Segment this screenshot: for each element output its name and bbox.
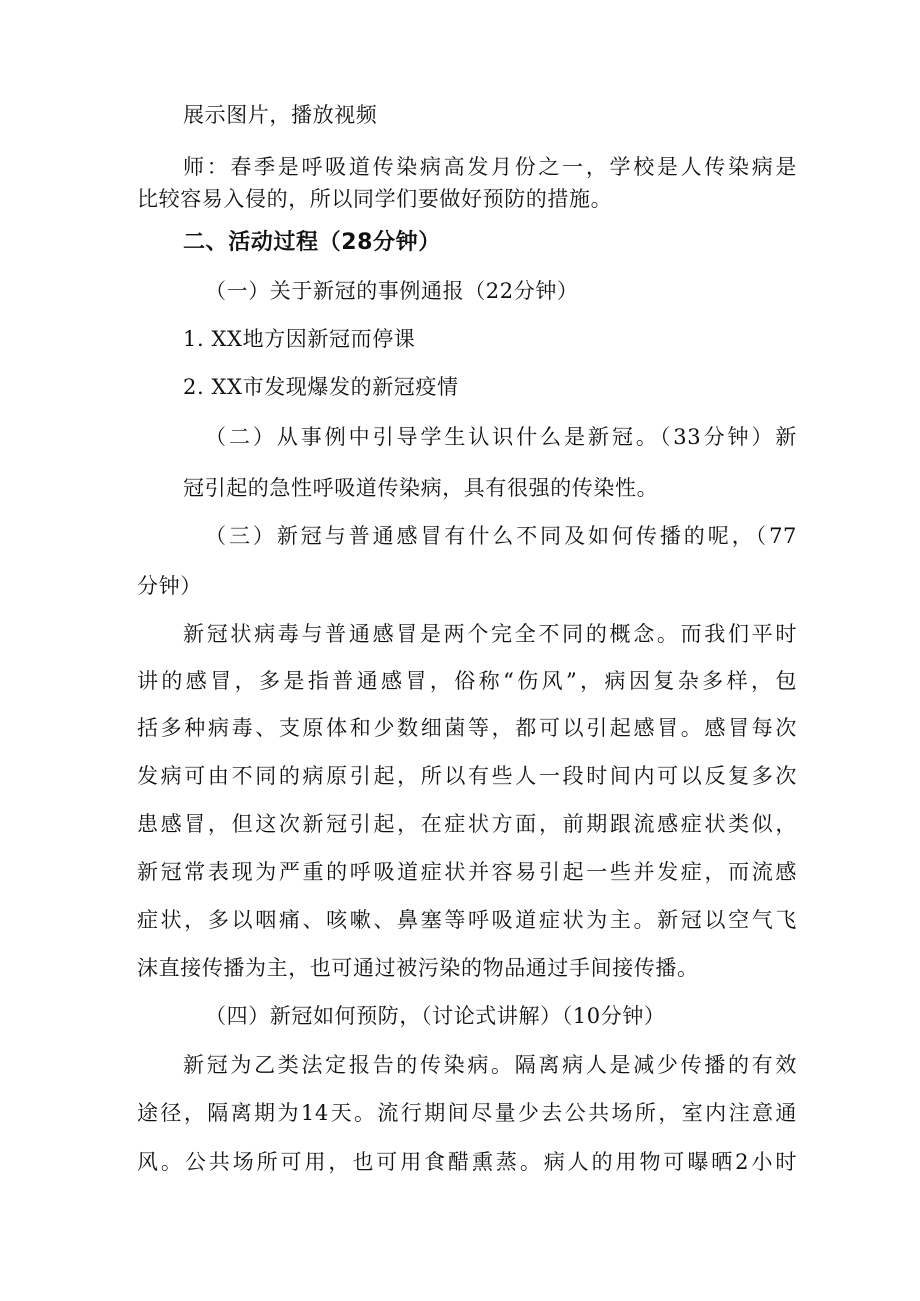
paragraph-line: 患感冒，但这次新冠引起，在症状方面，前期跟流感症状类似， [137,812,797,836]
subsection-heading: （四）新冠如何预防，（讨论式讲解）（10分钟） [205,1004,666,1028]
paragraph-line: 冠引起的急性呼吸道传染病，具有很强的传染性。 [183,476,659,500]
paragraph-line: 新冠为乙类法定报告的传染病。隔离病人是减少传播的有效 [183,1053,797,1077]
paragraph-line: 新冠状病毒与普通感冒是两个完全不同的概念。而我们平时 [183,622,797,646]
subsection-heading: （三）新冠与普通感冒有什么不同及如何传播的呢，（77 [205,524,797,548]
paragraph-line: 展示图片，播放视频 [183,103,378,127]
paragraph-line: 途径，隔离期为14天。流行期间尽量少去公共场所，室内注意通 [137,1101,797,1125]
paragraph-line: 风。公共场所可用，也可用食醋熏蒸。病人的用物可曝晒2小时 [137,1150,797,1174]
list-item: 1. XX地方因新冠而停课 [183,327,416,351]
paragraph-line: 症状，多以咽痛、咳嗽、鼻塞等呼吸道症状为主。新冠以空气飞 [137,908,797,932]
paragraph-line: 沫直接传播为主，也可通过被污染的物品通过手间接传播。 [137,956,699,980]
paragraph-line: 括多种病毒、支原体和少数细菌等，都可以引起感冒。感冒每次 [137,716,797,740]
list-item: 2. XX市发现爆发的新冠疫情 [183,375,459,399]
paragraph-line: 发病可由不同的病原引起，所以有些人一段时间内可以反复多次 [137,764,797,788]
paragraph-line: 新冠常表现为严重的呼吸道症状并容易引起一些并发症，而流感 [137,860,797,884]
section-heading: 二、活动过程（28分钟） [183,230,441,255]
paragraph-line: 师：春季是呼吸道传染病高发月份之一，学校是人传染病是 [183,155,797,179]
subsection-heading: （一）关于新冠的事例通报（22分钟） [205,279,579,303]
paragraph-line: 分钟） [137,574,202,598]
paragraph-line: 讲的感冒，多是指普通感冒，俗称“伤风”，病因复杂多样，包 [137,669,797,693]
subsection-heading: （二）从事例中引导学生认识什么是新冠。（33分钟）新 [205,425,797,449]
paragraph-line: 比较容易入侵的，所以同学们要做好预防的措施。 [137,187,613,211]
